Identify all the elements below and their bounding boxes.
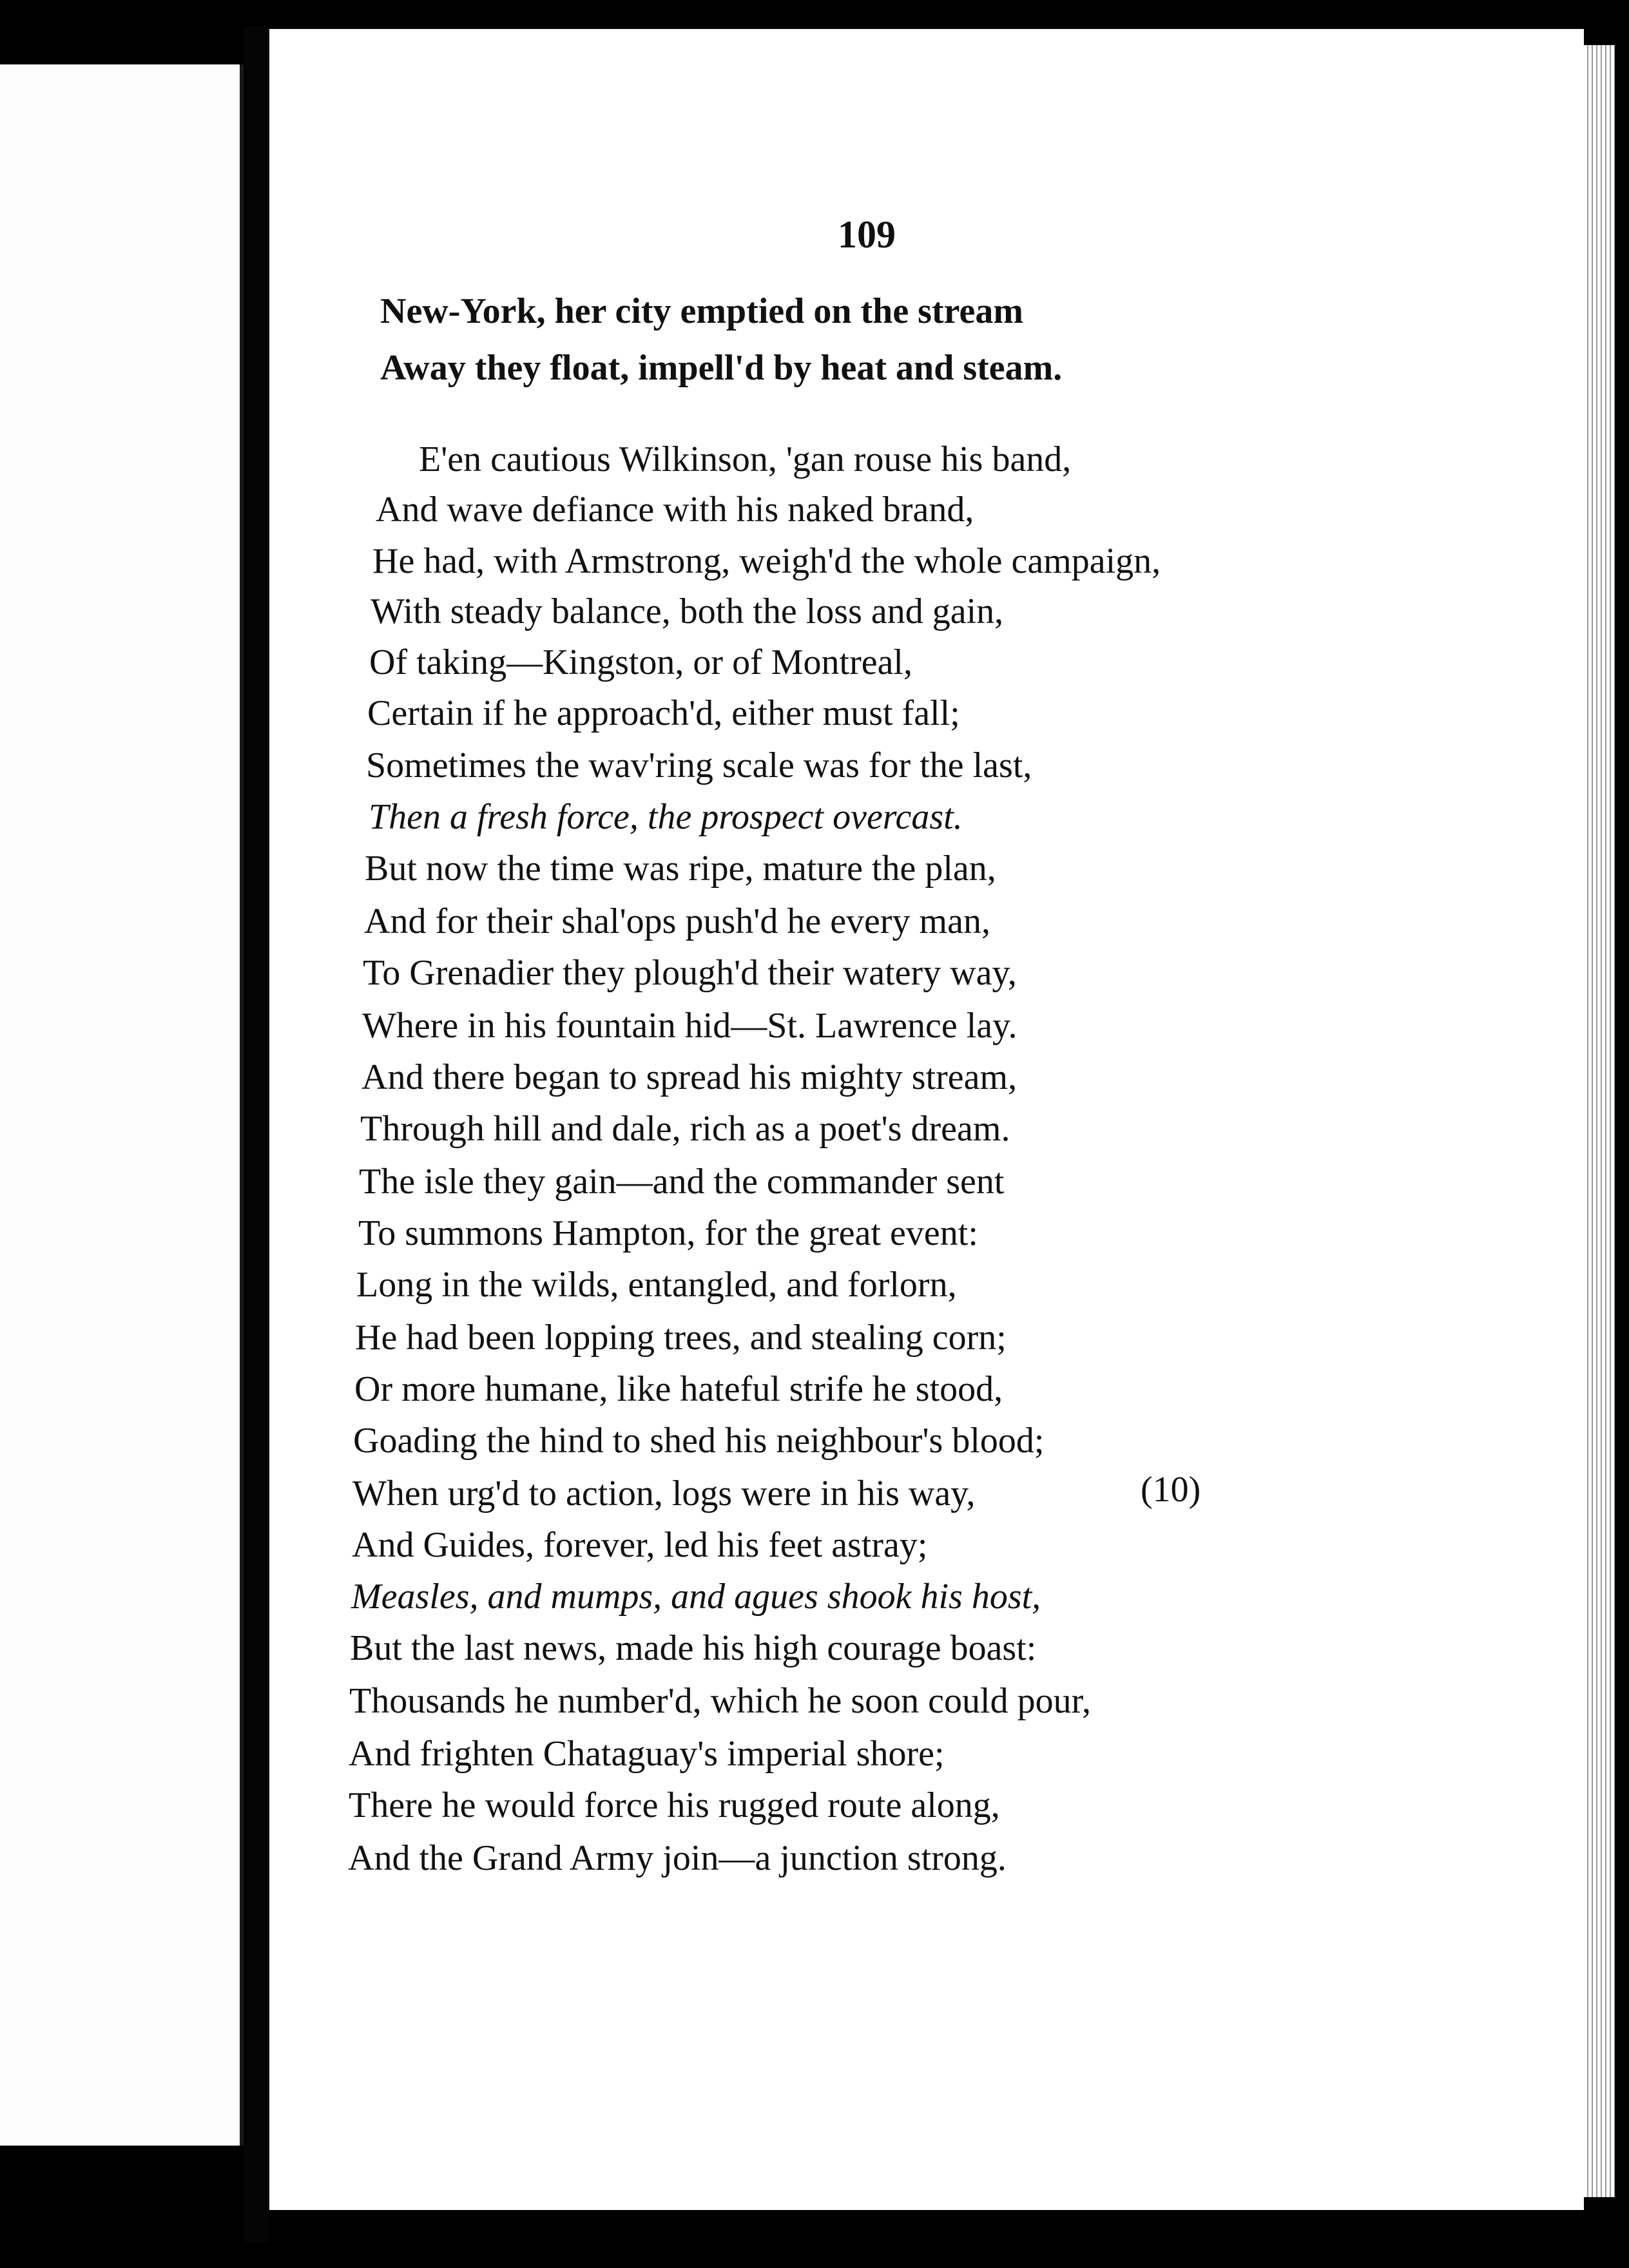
poem-line: Goading the hind to shed his neighbour's blood; [353,1421,1045,1461]
page-edges [1584,45,1615,2197]
poem-line: Certain if he approach'd, either must fall; [367,693,960,733]
poem-line: But now the time was ripe, mature the plan, [365,849,996,889]
poem-line: Long in the wilds, entangled, and forlorn, [356,1265,957,1305]
poem-line: Away they float, impell'd by heat and steam. [380,348,1063,388]
poem-line: When urg'd to action, logs were in his way, [352,1474,976,1514]
note-marker: (10) [1141,1470,1201,1510]
poem-line: He had, with Armstrong, weigh'd the whole campaign, [372,541,1161,581]
poem-line: And wave defiance with his naked brand, [376,490,974,530]
poem-line: Measles, and mumps, and agues shook his host, [351,1577,1041,1617]
poem-line: Where in his fountain hid—St. Lawrence lay. [362,1006,1017,1046]
poem-line: Then a fresh force, the prospect overcast. [369,797,963,837]
poem-line: Or more humane, like hateful strife he stood, [354,1369,1003,1409]
poem-line: With steady balance, both the loss and gain, [371,591,1004,631]
poem-line: The isle they gain—and the commander sent [359,1162,1005,1202]
poem-line: He had been lopping trees, and stealing corn; [355,1318,1007,1358]
poem-line: And the Grand Army join—a junction strong. [348,1838,1007,1878]
poem-line: Of taking—Kingston, or of Montreal, [369,642,912,682]
poem-line: And there began to spread his mighty stream, [361,1057,1017,1097]
poem-line: Sometimes the wav'ring scale was for the last, [366,745,1032,785]
poem-line: And frighten Chataguay's imperial shore; [349,1734,945,1774]
poem-line: But the last news, made his high courage boast: [350,1628,1037,1668]
page-number: 109 [838,213,896,256]
poem-line: New-York, her city emptied on the stream [380,291,1023,331]
left-page [0,64,244,2146]
poem-line: There he would force his rugged route along, [349,1785,1000,1825]
poem-line: E'en cautious Wilkinson, 'gan rouse his band, [419,439,1072,479]
book-gutter [244,26,269,2242]
poem-line: And for their shal'ops push'd he every man, [364,901,990,941]
poem-line: And Guides, forever, led his feet astray; [352,1525,928,1565]
poem-line: Through hill and dale, rich as a poet's dream. [360,1109,1010,1149]
poem-line: Thousands he number'd, which he soon could pour, [349,1681,1091,1721]
poem-line: To Grenadier they plough'd their watery way, [363,953,1017,993]
poem-line: To summons Hampton, for the great event: [358,1213,978,1253]
